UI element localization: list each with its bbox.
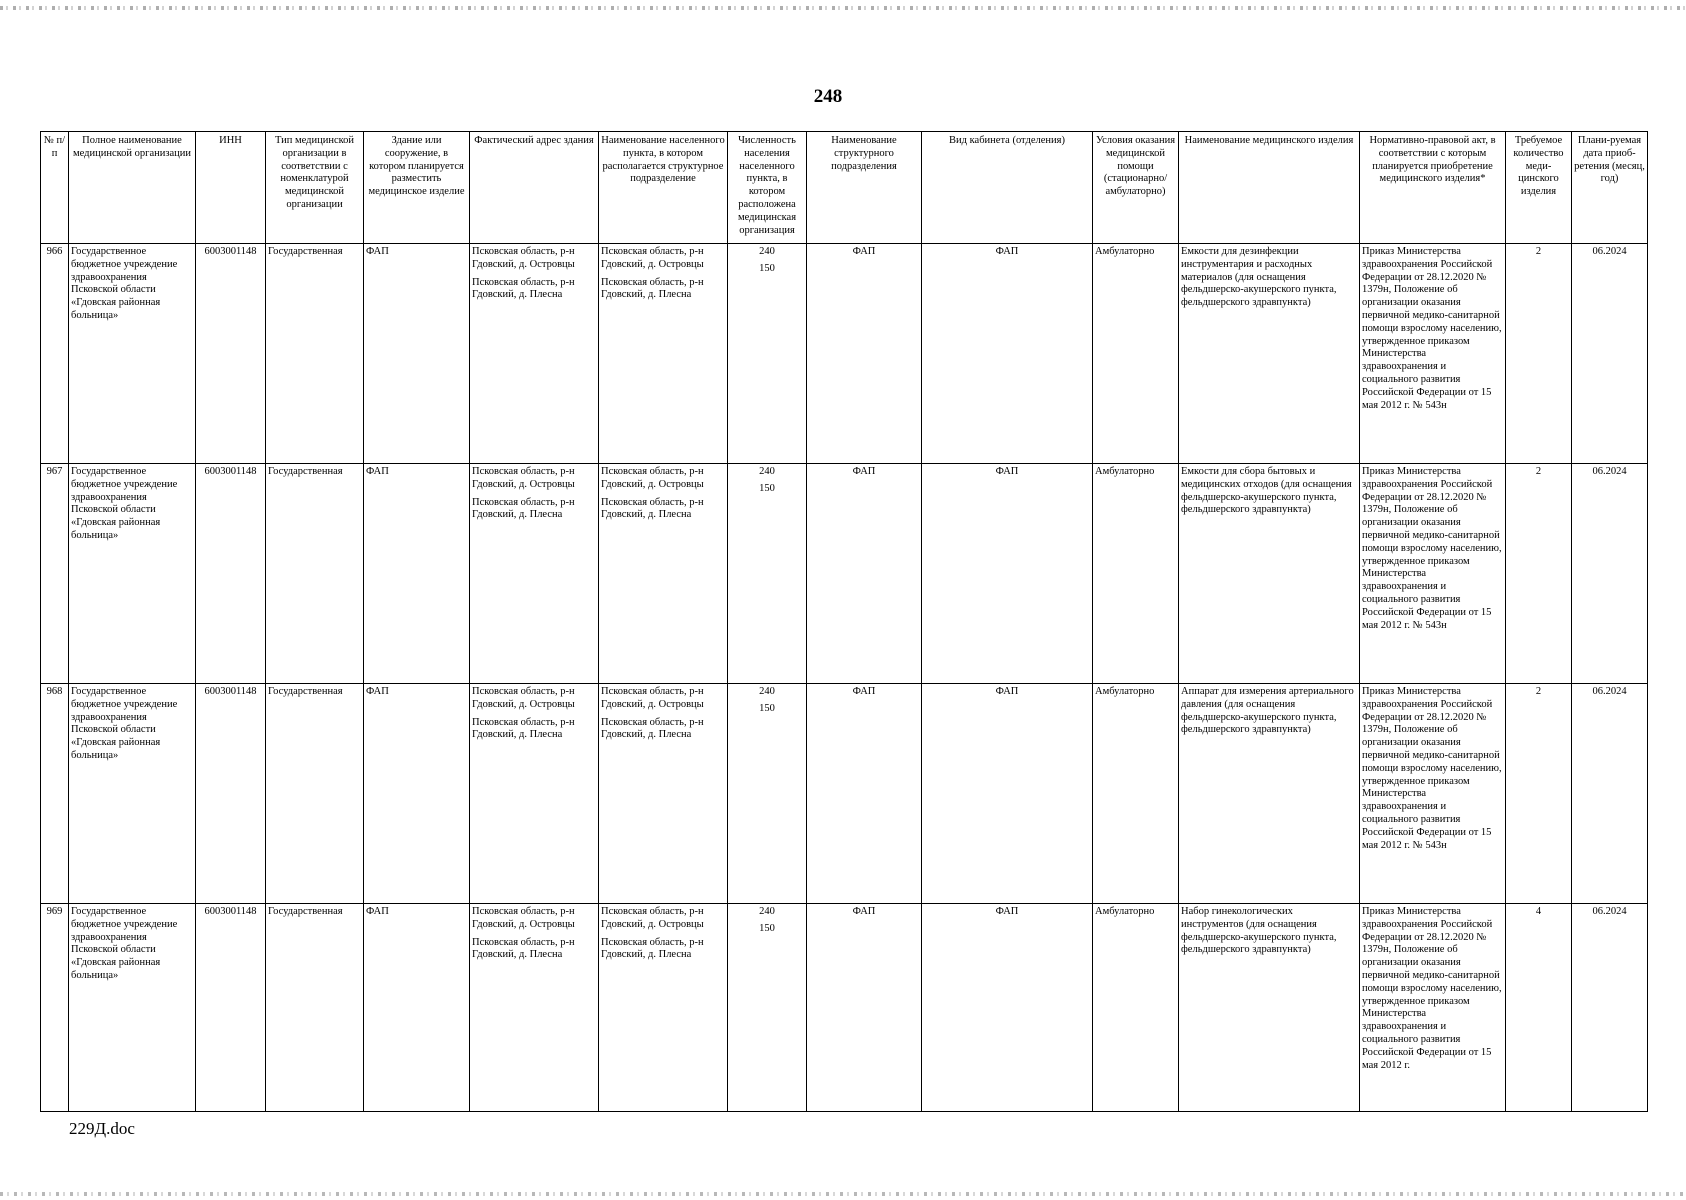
cell-legal-act: Приказ Министерства здравоохранения Российской Федерации от 28.12.2020 № 1379н, Положение об организации оказания первичной медико-санитарной помощи взрослому населению, утвержденное приказом Министерства здравоохранения и социального развития Российской Федерации от 15 мая 2012 г. — [1360, 904, 1506, 1112]
locality-line: Псковская область, р-н Гдовский, д. Островцы — [601, 466, 704, 490]
col-building: Здание или сооружение, в котором планируется разместить медицинское изделие — [364, 132, 470, 244]
cell-cabinet: ФАП — [922, 464, 1093, 684]
cell-population — [728, 244, 807, 464]
cell-locality — [599, 464, 728, 684]
cell-org-name: Государственное бюджетное учреждение здравоохранения Псковской области «Гдовская районная больница» — [69, 684, 196, 904]
cell-inn: 6003001148 — [196, 244, 266, 464]
cell-org-type: Государственная — [266, 904, 364, 1112]
cell-inn: 6003001148 — [196, 684, 266, 904]
cell-date: 06.2024 — [1572, 464, 1648, 684]
cell-inn: 6003001148 — [196, 464, 266, 684]
cell-quantity: 4 — [1506, 904, 1572, 1112]
cell-quantity: 2 — [1506, 684, 1572, 904]
population-value: 150 — [759, 482, 775, 494]
cell-locality — [599, 684, 728, 904]
locality-line: Псковская область, р-н Гдовский, д. Островцы — [601, 686, 704, 710]
cell-population — [728, 464, 807, 684]
scan-artifact-top — [0, 6, 1686, 10]
table-row — [41, 244, 1648, 464]
col-org-type: Тип медицинской организации в соответствии с номенклатурой медицинской организации — [266, 132, 364, 244]
cell-address — [470, 684, 599, 904]
cell-building: ФАП — [364, 244, 470, 464]
cell-org-name: Государственное бюджетное учреждение здравоохранения Псковской области «Гдовская районная больница» — [69, 904, 196, 1112]
cell-device: Емкости для дезинфекции инструментария и расходных материалов (для оснащения фельдшерско-акушерского пункта, фельдшерского здравпункта) — [1179, 244, 1360, 464]
address-line: Псковская область, р-н Гдовский, д. Плесна — [472, 496, 575, 521]
cell-cabinet: ФАП — [922, 904, 1093, 1112]
cell-quantity: 2 — [1506, 464, 1572, 684]
cell-locality — [599, 244, 728, 464]
cell-number: 967 — [41, 464, 69, 684]
cell-legal-act: Приказ Министерства здравоохранения Российской Федерации от 28.12.2020 № 1379н, Положение об организации оказания первичной медико-санитарной помощи взрослому населению, утвержденное приказом Министерства здравоохранения и социального развития Российской Федерации от 15 мая 2012 г. № 543н — [1360, 244, 1506, 464]
cell-date: 06.2024 — [1572, 684, 1648, 904]
cell-conditions: Амбулаторно — [1093, 684, 1179, 904]
cell-subdivision: ФАП — [807, 904, 922, 1112]
population-value: 150 — [759, 702, 775, 714]
population-value: 240 — [759, 246, 775, 257]
cell-date: 06.2024 — [1572, 244, 1648, 464]
population-value: 240 — [759, 906, 775, 917]
col-device: Наименование медицинского изделия — [1179, 132, 1360, 244]
population-value: 240 — [759, 466, 775, 477]
cell-address — [470, 904, 599, 1112]
cell-conditions: Амбулаторно — [1093, 464, 1179, 684]
address-line: Псковская область, р-н Гдовский, д. Плесна — [472, 716, 575, 741]
cell-number: 969 — [41, 904, 69, 1112]
locality-line: Псковская область, р-н Гдовский, д. Плесна — [601, 276, 704, 301]
cell-population — [728, 684, 807, 904]
address-line: Псковская область, р-н Гдовский, д. Островцы — [472, 686, 575, 710]
col-number: № п/п — [41, 132, 69, 244]
cell-inn: 6003001148 — [196, 904, 266, 1112]
locality-line: Псковская область, р-н Гдовский, д. Плесна — [601, 936, 704, 961]
cell-legal-act: Приказ Министерства здравоохранения Российской Федерации от 28.12.2020 № 1379н, Положение об организации оказания первичной медико-санитарной помощи взрослому населению, утвержденное приказом Министерства здравоохранения и социального развития Российской Федерации от 15 мая 2012 г. № 543н — [1360, 684, 1506, 904]
cell-number: 968 — [41, 684, 69, 904]
cell-address — [470, 244, 599, 464]
col-subdivision: Наименование структурного подразделения — [807, 132, 922, 244]
cell-legal-act: Приказ Министерства здравоохранения Российской Федерации от 28.12.2020 № 1379н, Положение об организации оказания первичной медико-санитарной помощи взрослому населению, утвержденное приказом Министерства здравоохранения и социального развития Российской Федерации от 15 мая 2012 г. № 543н — [1360, 464, 1506, 684]
cell-device: Аппарат для измерения артериального давления (для оснащения фельдшерско-акушерского пункта, фельдшерского здравпункта) — [1179, 684, 1360, 904]
cell-org-type: Государственная — [266, 464, 364, 684]
cell-conditions: Амбулаторно — [1093, 904, 1179, 1112]
table-row — [41, 464, 1648, 684]
header-row — [41, 132, 1648, 244]
equipment-register-table — [40, 131, 1648, 1112]
col-inn: ИНН — [196, 132, 266, 244]
address-line: Псковская область, р-н Гдовский, д. Плесна — [472, 936, 575, 961]
col-population: Численность населения населенного пункта, в котором расположена медицинская организация — [728, 132, 807, 244]
address-line: Псковская область, р-н Гдовский, д. Плесна — [472, 276, 575, 301]
col-org-name: Полное наименование медицинской организации — [69, 132, 196, 244]
cell-building: ФАП — [364, 464, 470, 684]
table-row — [41, 904, 1648, 1112]
cell-locality — [599, 904, 728, 1112]
cell-device: Набор гинекологических инструментов (для оснащения фельдшерско-акушерского пункта, фельдшерского здравпункта) — [1179, 904, 1360, 1112]
cell-subdivision: ФАП — [807, 464, 922, 684]
cell-org-name: Государственное бюджетное учреждение здравоохранения Псковской области «Гдовская районная больница» — [69, 464, 196, 684]
cell-conditions: Амбулаторно — [1093, 244, 1179, 464]
cell-population — [728, 904, 807, 1112]
col-legal-act: Нормативно-правовой акт, в соответствии с которым планируется приобретение медицинского изделия* — [1360, 132, 1506, 244]
cell-quantity: 2 — [1506, 244, 1572, 464]
col-address: Фактический адрес здания — [470, 132, 599, 244]
address-line: Псковская область, р-н Гдовский, д. Островцы — [472, 246, 575, 270]
cell-building: ФАП — [364, 684, 470, 904]
cell-number: 966 — [41, 244, 69, 464]
locality-line: Псковская область, р-н Гдовский, д. Плесна — [601, 496, 704, 521]
cell-org-type: Государственная — [266, 684, 364, 904]
cell-cabinet: ФАП — [922, 244, 1093, 464]
col-quantity: Требуемое количество меди-цинского изделия — [1506, 132, 1572, 244]
cell-org-type: Государственная — [266, 244, 364, 464]
locality-line: Псковская область, р-н Гдовский, д. Островцы — [601, 246, 704, 270]
locality-line: Псковская область, р-н Гдовский, д. Плесна — [601, 716, 704, 741]
cell-building: ФАП — [364, 904, 470, 1112]
cell-subdivision: ФАП — [807, 244, 922, 464]
col-cabinet: Вид кабинета (отделения) — [922, 132, 1093, 244]
cell-org-name: Государственное бюджетное учреждение здравоохранения Псковской области «Гдовская районная больница» — [69, 244, 196, 464]
locality-line: Псковская область, р-н Гдовский, д. Островцы — [601, 906, 704, 930]
scan-artifact-bottom — [0, 1192, 1686, 1196]
col-conditions: Условия оказания медицинской помощи (стационарно/ амбулаторно) — [1093, 132, 1179, 244]
col-date: Плани-руемая дата приоб-ретения (месяц, год) — [1572, 132, 1648, 244]
col-locality: Наименование населенного пункта, в котором располагается структурное подразделение — [599, 132, 728, 244]
cell-date: 06.2024 — [1572, 904, 1648, 1112]
address-line: Псковская область, р-н Гдовский, д. Островцы — [472, 466, 575, 490]
table-row — [41, 684, 1648, 904]
population-value: 240 — [759, 686, 775, 697]
population-value: 150 — [759, 922, 775, 934]
population-value: 150 — [759, 262, 775, 274]
cell-device: Емкости для сбора бытовых и медицинских отходов (для оснащения фельдшерско-акушерского пункта, фельдшерского здравпункта) — [1179, 464, 1360, 684]
footer-filename: 229Д.doc — [69, 1119, 135, 1138]
page-number: 248 — [813, 86, 843, 107]
cell-address — [470, 464, 599, 684]
cell-cabinet: ФАП — [922, 684, 1093, 904]
cell-subdivision: ФАП — [807, 684, 922, 904]
address-line: Псковская область, р-н Гдовский, д. Островцы — [472, 906, 575, 930]
